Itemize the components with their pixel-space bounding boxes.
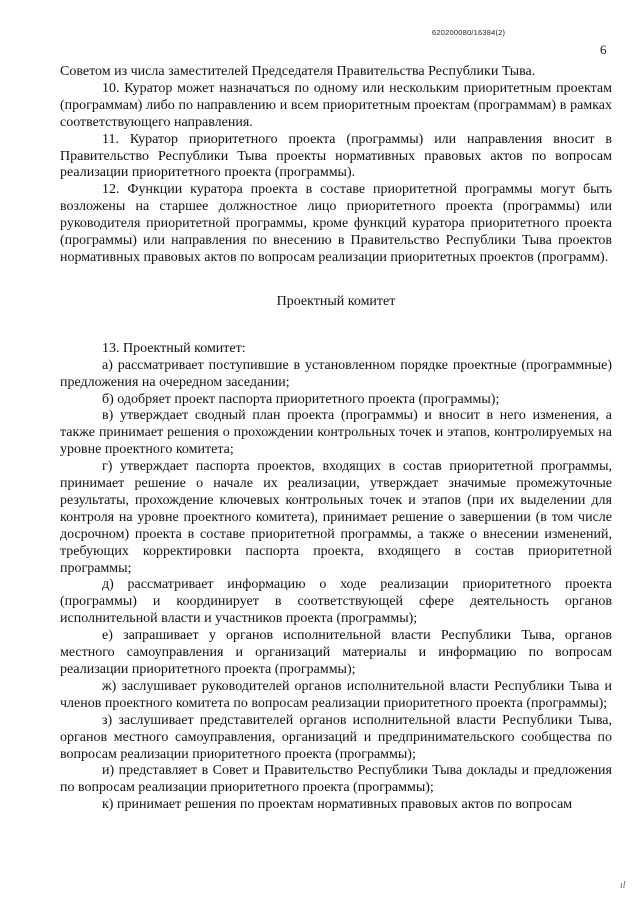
item-z: з) заслушивает представителей органов исполнительной власти Республики Тыва, органов местного самоуправления, организаций и предпринимательского сообщества по вопросам реализации приоритетного проекта (программы); [60,712,612,762]
item-i: и) представляет в Совет и Правительство Республики Тыва доклады и предложения по вопросам реализации приоритетного проекта (программы); [60,763,612,796]
paragraph-11: 11. Куратор приоритетного проекта (программы) или направления вносит в Правительство Республики Тыва проекты нормативных правовых актов по вопросам реализации приоритетного проекта (программы). [60,131,612,181]
document-body [60,64,612,814]
item-v: в) утверждает сводный план проекта (программы) и вносит в него изменения, а также принимает решения о прохождении контрольных точек и этапов, контролируемых на уровне проектного комитета; [60,408,612,458]
paragraph-12: 12. Функции куратора проекта в составе приоритетной программы могут быть возложены на старшее должностное лицо приоритетного проекта (программы) или руководителя приоритетной программы, кроме функций куратора приоритетного проекта (программы) или направления по внесению в Правительство Республики Тыва проектов нормативных правовых актов по вопросам реализации приоритетных проектов (программ). [60,182,612,265]
item-e: е) запрашивает у органов исполнительной власти Республики Тыва, органов местного самоуправления и организаций материалы и информацию по вопросам реализации приоритетного проекта (программы); [60,628,612,677]
corner-handwritten-mark: ıl [620,880,626,891]
paragraph-10: 10. Куратор может назначаться по одному или нескольким приоритетным проектам (программам) либо по направлению и всем приоритетным проектам (программам) в рамках соответствующего направления. [60,80,612,130]
item-a: а) рассматривает поступившие в установленном порядке проектные (программные) предложения на очередном заседании; [60,357,612,390]
paragraph-continuation: Советом из числа заместителей Председателя Правительства Республики Тыва. [60,64,536,79]
item-k: к) принимает решения по проектам нормативных правовых актов по вопросам [102,797,573,813]
document-id: 620200080/16384(2) [432,28,506,37]
page-number: 6 [600,42,607,57]
item-zh: ж) заслушивает руководителей органов исполнительной власти Республики Тыва и членов проектного комитета по вопросам реализации приоритетного проекта (программы); [60,678,612,711]
item-b: б) одобряет проект паспорта приоритетного проекта (программы); [102,391,500,407]
paragraph-13: 13. Проектный комитет: [102,340,246,356]
item-d: д) рассматривает информацию о ходе реализации приоритетного проекта (программы) и координирует в соответствующей сфере деятельность органов исполнительной власти и участников проекта (программы); [60,577,612,627]
section-heading: Проектный комитет [276,293,396,309]
item-g: г) утверждает паспорта проектов, входящих в состав приоритетной программы, принимает решение о начале их реализации, утверждает значимые промежуточные результаты, прохождение ключевых контрольных точек и этапов (при их выделении для контроля на уровне проектного комитета), принимает решение о завершении (в том числе досрочном) проекта в составе приоритетной программы, а также о внесении изменений, требующих корректировки паспорта проекта, входящего в состав приоритетной программы; [60,459,612,576]
